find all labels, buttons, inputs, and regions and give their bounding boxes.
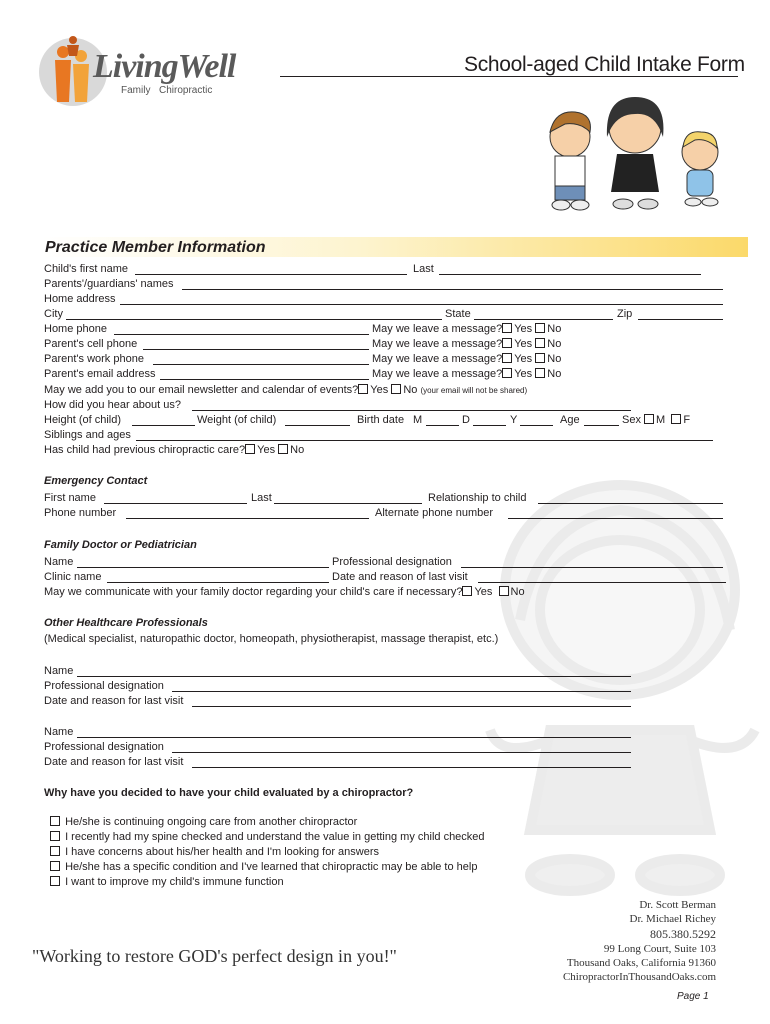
no-label: No [290, 444, 305, 456]
checkbox-yes[interactable] [502, 353, 512, 363]
reason-label: He/she has a specific condition and I've learned that chiropractic may be able to help [65, 861, 478, 873]
label-hcp2-designation: Professional designation [44, 741, 164, 753]
label-newsletter: May we add you to our email newsletter and calendar of events? [44, 384, 359, 396]
form-title: School-aged Child Intake Form [464, 53, 745, 76]
leave-message-label: May we leave a message? [372, 353, 503, 365]
checkbox-no[interactable] [535, 338, 545, 348]
other-hcp-subtitle: (Medical specialist, naturopathic doctor, homeopath, physiotherapist, massage therapist, etc.) [44, 633, 499, 645]
field-childs-first-name[interactable] [135, 274, 407, 275]
field-home-address[interactable] [120, 304, 723, 305]
contact-dr2: Dr. Michael Richey [629, 913, 716, 925]
label-siblings: Siblings and ages [44, 429, 131, 441]
logo-script: LivingWell [93, 48, 236, 85]
label-parents-work: Parent's work phone [44, 353, 144, 365]
field-zip[interactable] [638, 319, 723, 320]
field-parents-names[interactable] [182, 289, 723, 290]
label-zip: Zip [617, 308, 633, 320]
label-sex: Sex [622, 414, 641, 426]
contact-block [563, 898, 716, 984]
field-doctor-name[interactable] [77, 567, 329, 568]
reason-label: He/she is continuing ongoing care from another chiropractor [65, 816, 358, 828]
label-doctor-name: Name [44, 556, 74, 568]
logo [33, 30, 273, 110]
label-date-reason-doctor: Date and reason of last visit [332, 571, 468, 583]
field-home-phone[interactable] [114, 334, 369, 335]
label-sex-f: F [683, 414, 691, 426]
section-title-other-hcp: Other Healthcare Professionals [44, 617, 208, 629]
field-birth-year[interactable] [520, 425, 553, 426]
label-hcp1-date: Date and reason for last visit [44, 695, 184, 707]
no-label: No [547, 353, 562, 365]
reason-option[interactable] [50, 816, 357, 829]
no-label: No [547, 323, 562, 335]
logo-subtitle-chiropractic: Chiropractic [159, 85, 213, 96]
field-child-last[interactable] [439, 274, 701, 275]
leave-message-work [372, 353, 561, 366]
label-parents-names: Parents'/guardians' names [44, 278, 174, 290]
reason-option[interactable] [50, 846, 379, 859]
contact-dr1: Dr. Scott Berman [639, 899, 716, 911]
page-number: Page 1 [677, 991, 709, 1002]
label-height: Height (of child) [44, 414, 122, 426]
leave-message-label: May we leave a message? [372, 323, 503, 335]
field-parents-email[interactable] [160, 379, 369, 380]
checkbox-newsletter-yes[interactable] [358, 384, 368, 394]
field-hear-about[interactable] [192, 410, 631, 411]
checkbox-sex-m[interactable] [644, 414, 654, 424]
contact-phone: 805.380.5292 [650, 927, 716, 941]
leave-message-label: May we leave a message? [372, 368, 503, 380]
field-clinic-name[interactable] [107, 582, 329, 583]
checkbox-communicate-no[interactable] [499, 586, 509, 596]
checkbox-no[interactable] [535, 353, 545, 363]
field-doctor-designation[interactable] [461, 567, 723, 568]
checkbox-reason[interactable] [50, 861, 60, 871]
checkbox-reason[interactable] [50, 816, 60, 826]
field-hcp1-name[interactable] [77, 676, 631, 677]
children-illustration [535, 92, 735, 217]
yes-label: Yes [474, 586, 493, 598]
field-siblings[interactable] [136, 440, 713, 441]
no-label: No [510, 586, 525, 598]
label-birth-m: M [413, 414, 423, 426]
checkbox-no[interactable] [535, 368, 545, 378]
sex-row [622, 414, 690, 427]
field-hcp1-date[interactable] [192, 706, 631, 707]
contact-website[interactable]: ChiropractorInThousandOaks.com [562, 971, 716, 983]
field-height[interactable] [132, 425, 195, 426]
label-sex-m: M [656, 414, 666, 426]
yes-label: Yes [514, 338, 533, 350]
reason-option[interactable] [50, 831, 485, 844]
label-hcp2-name: Name [44, 726, 74, 738]
label-childs-first-name: Child's first name [44, 263, 129, 275]
field-birth-day[interactable] [473, 425, 506, 426]
reason-option[interactable] [50, 876, 284, 889]
label-city: City [44, 308, 63, 320]
checkbox-reason[interactable] [50, 846, 60, 856]
leave-message-cell [372, 338, 561, 351]
yes-label: Yes [514, 323, 533, 335]
label-birth-y: Y [510, 414, 518, 426]
contact-address-2: Thousand Oaks, California 91360 [566, 957, 716, 969]
no-label: No [547, 338, 562, 350]
label-weight: Weight (of child) [197, 414, 277, 426]
label-hcp1-designation: Professional designation [44, 680, 164, 692]
field-emergency-last[interactable] [274, 503, 422, 504]
label-doctor-designation: Professional designation [332, 556, 452, 568]
field-hcp1-designation[interactable] [172, 691, 631, 692]
field-parents-work[interactable] [153, 364, 369, 365]
section-title-family-doctor: Family Doctor or Pediatrician [44, 539, 197, 551]
yes-label: Yes [257, 444, 276, 456]
yes-label: Yes [514, 353, 533, 365]
reasons-question: Why have you decided to have your child evaluated by a chiropractor? [44, 787, 414, 799]
checkbox-newsletter-no[interactable] [391, 384, 401, 394]
section-title-emergency: Emergency Contact [44, 475, 148, 487]
field-age[interactable] [584, 425, 619, 426]
label-parents-cell: Parent's cell phone [44, 338, 138, 350]
label-clinic-name: Clinic name [44, 571, 102, 583]
label-hcp1-name: Name [44, 665, 74, 677]
field-hcp2-name[interactable] [77, 737, 631, 738]
reason-option[interactable] [50, 861, 477, 874]
checkbox-reason[interactable] [50, 831, 60, 841]
yes-label: Yes [514, 368, 533, 380]
field-hcp2-date[interactable] [192, 767, 631, 768]
field-birth-month[interactable] [426, 425, 459, 426]
leave-message-label: May we leave a message? [372, 338, 503, 350]
tagline: "Working to restore GOD's perfect design in you!" [32, 946, 397, 966]
field-alt-phone[interactable] [508, 518, 723, 519]
label-emergency-last: Last [251, 492, 272, 504]
label-home-phone: Home phone [44, 323, 107, 335]
label-home-address: Home address [44, 293, 116, 305]
contact-address-1: 99 Long Court, Suite 103 [603, 943, 716, 955]
leave-message-email [372, 368, 561, 381]
checkbox-previous-no[interactable] [278, 444, 288, 454]
label-emergency-phone: Phone number [44, 507, 117, 519]
no-label: No [547, 368, 562, 380]
section-title-practice-member: Practice Member Information [45, 239, 266, 256]
watermark-girl-illustration [480, 480, 770, 920]
field-state[interactable] [474, 319, 613, 320]
checkbox-sex-f[interactable] [671, 414, 681, 424]
label-birth-date: Birth date [357, 414, 405, 426]
label-emergency-first: First name [44, 492, 96, 504]
field-city[interactable] [66, 319, 442, 320]
label-hcp2-date: Date and reason for last visit [44, 756, 184, 768]
label-birth-d: D [462, 414, 470, 426]
label-relationship: Relationship to child [428, 492, 527, 504]
checkbox-no[interactable] [535, 323, 545, 333]
label-communicate: May we communicate with your family doctor regarding your child's care if necessary? [44, 586, 463, 598]
label-hear-about: How did you hear about us? [44, 399, 181, 411]
checkbox-reason[interactable] [50, 876, 60, 886]
label-alt-phone: Alternate phone number [375, 507, 494, 519]
reason-label: I have concerns about his/her health and I'm looking for answers [65, 846, 380, 858]
yes-label: Yes [370, 384, 389, 396]
field-date-reason-doctor[interactable] [478, 582, 726, 583]
field-parents-cell[interactable] [143, 349, 369, 350]
newsletter-row [44, 384, 527, 397]
reason-label: I want to improve my child's immune function [65, 876, 284, 888]
field-hcp2-designation[interactable] [172, 752, 631, 753]
previous-chiro-row [44, 444, 304, 457]
field-emergency-phone[interactable] [126, 518, 369, 519]
field-relationship[interactable] [538, 503, 723, 504]
field-weight[interactable] [285, 425, 350, 426]
label-parents-email: Parent's email address [44, 368, 156, 380]
email-note: (your email will not be shared) [420, 386, 528, 395]
checkbox-yes[interactable] [502, 368, 512, 378]
label-previous-chiro: Has child had previous chiropractic care? [44, 444, 246, 456]
label-last: Last [413, 263, 434, 275]
checkbox-previous-yes[interactable] [245, 444, 255, 454]
label-age: Age [560, 414, 580, 426]
no-label: No [403, 384, 418, 396]
checkbox-communicate-yes[interactable] [462, 586, 472, 596]
logo-subtitle-family: Family [121, 85, 151, 96]
leave-message-home [372, 323, 561, 336]
field-emergency-first[interactable] [104, 503, 247, 504]
checkbox-yes[interactable] [502, 323, 512, 333]
label-state: State [445, 308, 471, 320]
communicate-row [44, 586, 525, 599]
reason-label: I recently had my spine checked and understand the value in getting my child checked [65, 831, 485, 843]
checkbox-yes[interactable] [502, 338, 512, 348]
